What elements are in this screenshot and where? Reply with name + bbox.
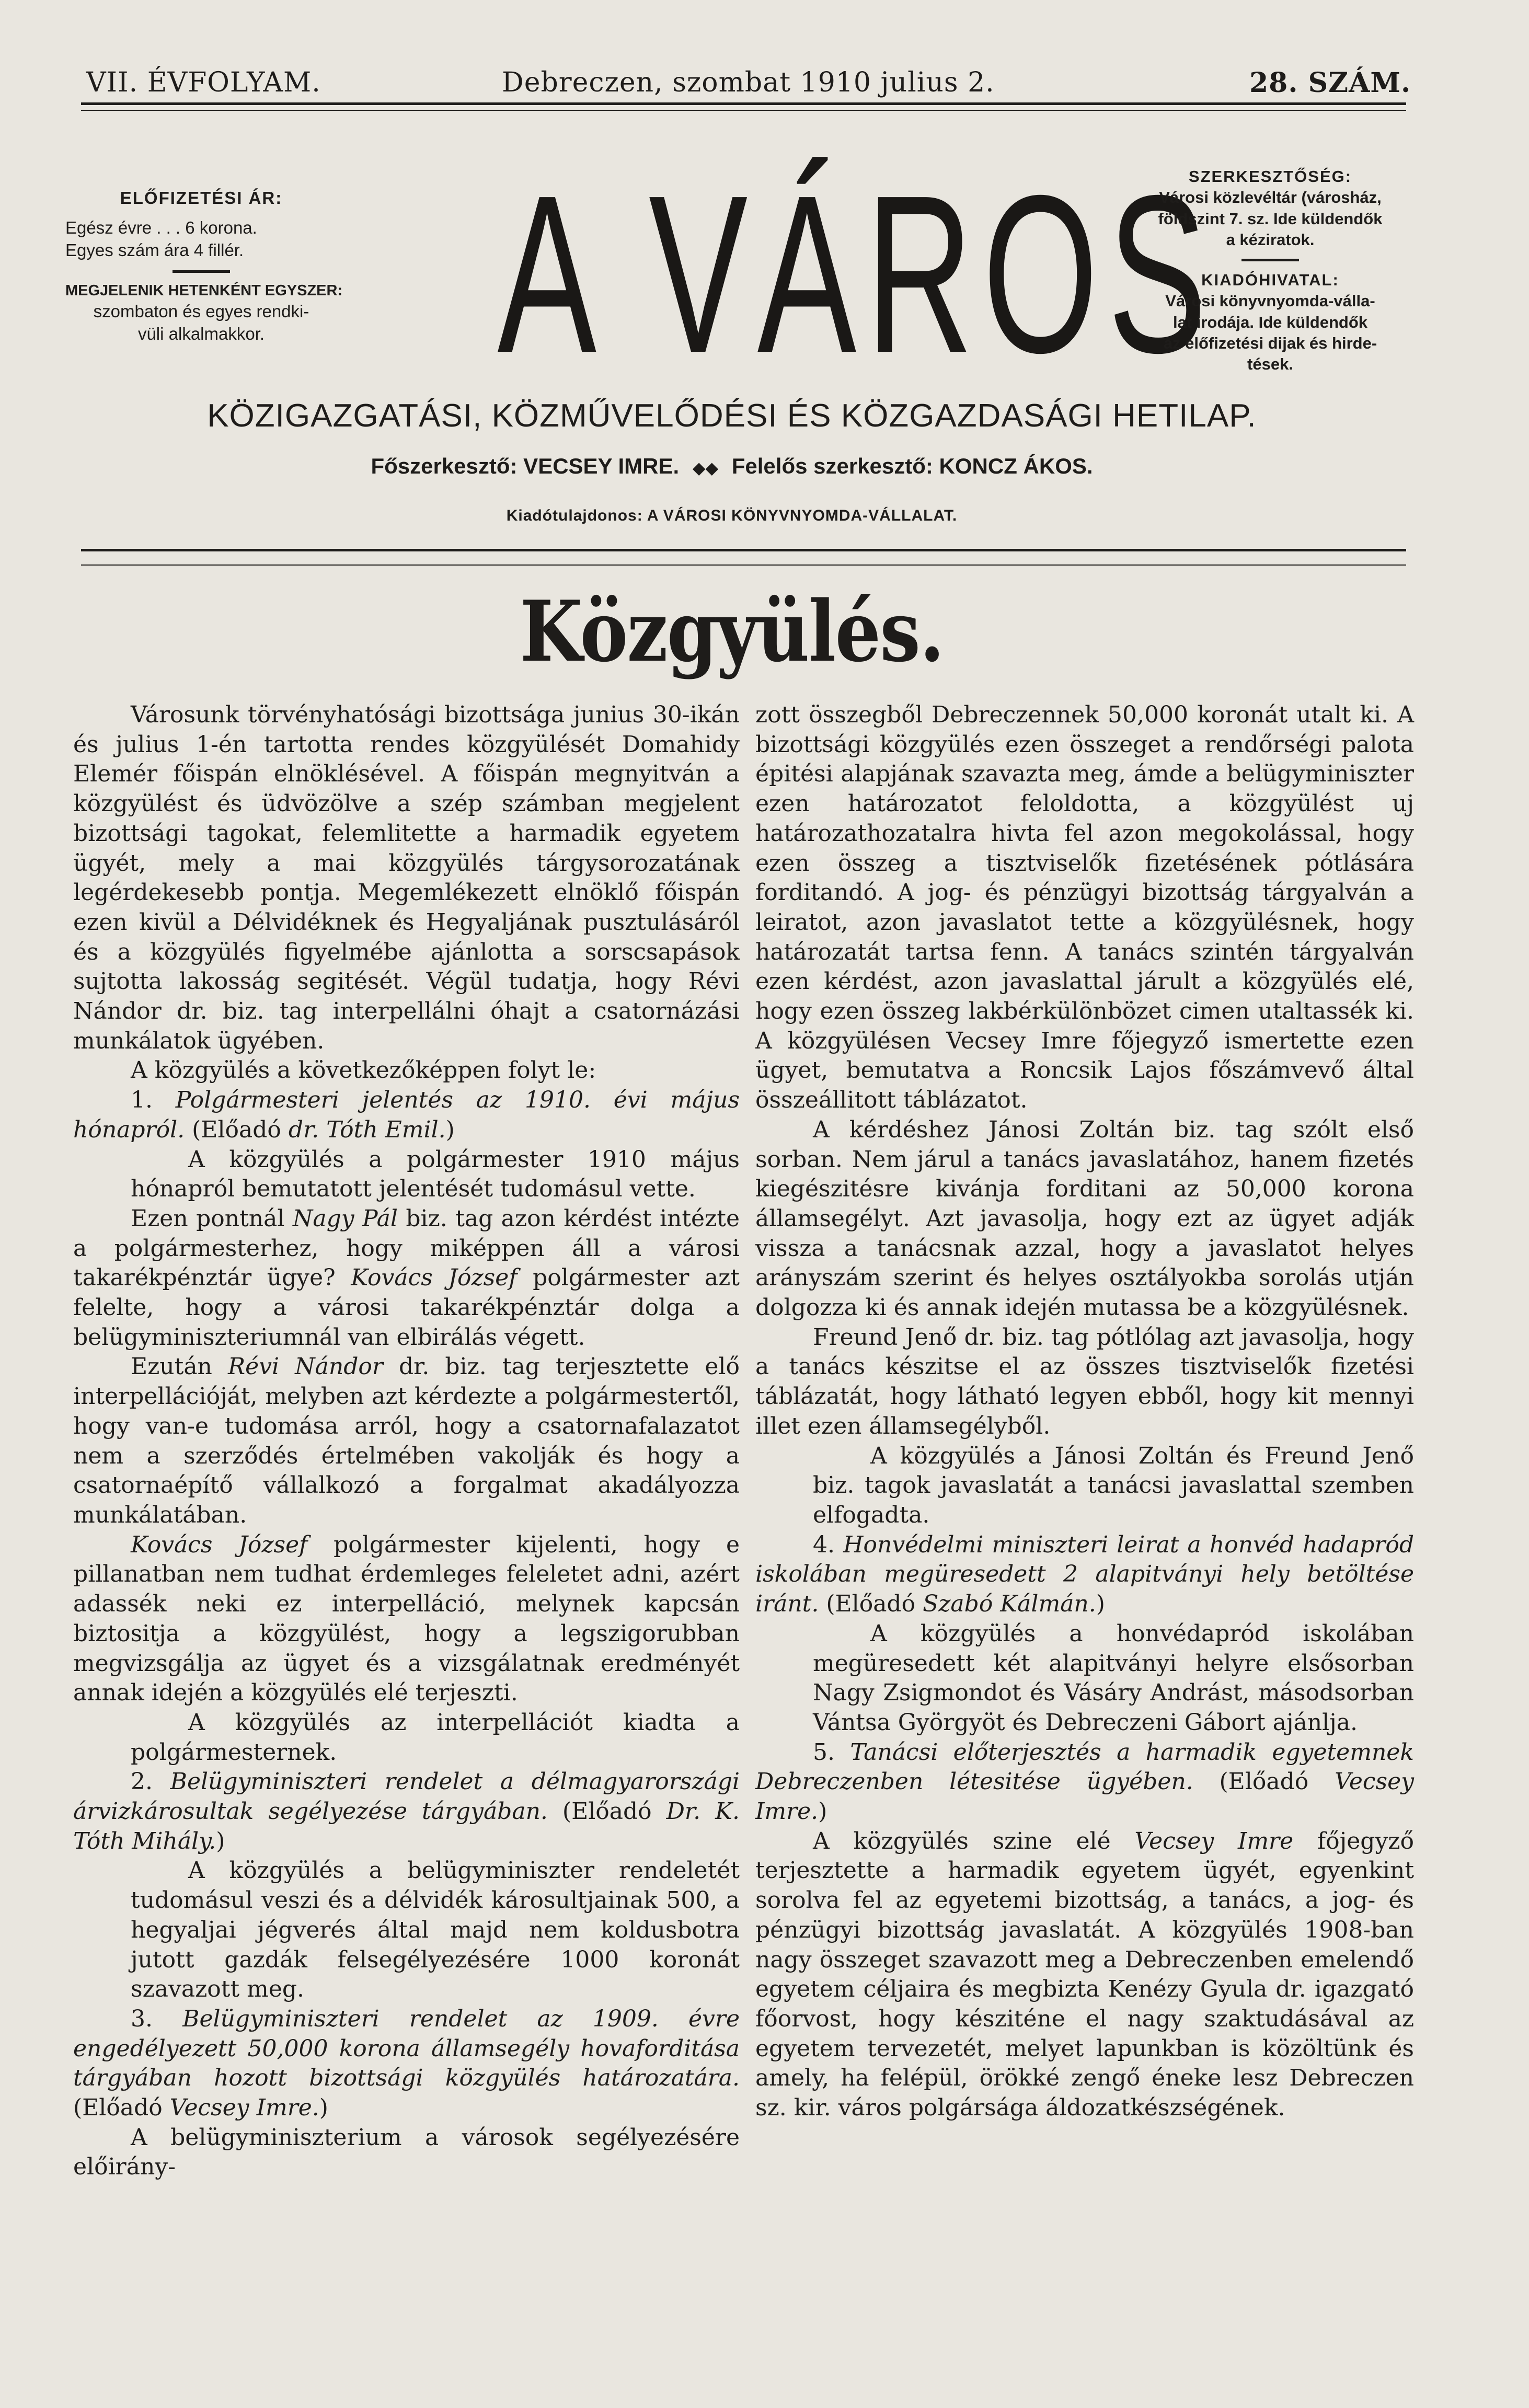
subscription-title: ELŐFIZETÉSI ÁR:	[120, 188, 283, 208]
agenda-item-3: 3. Belügyminiszteri rendelet az 1909. évre engedélyezett 50,000 korona államsegély hovaforditása tárgyában hozott bizottsági közgyülés határozatára. (Előadó Vecsey Imre.)	[73, 2005, 740, 2122]
agenda-item-5: 5. Tanácsi előterjesztés a harmadik egyetemnek Debreczenben létesitése ügyében. (Előadó Vecsey Imre.)	[755, 1738, 1414, 1825]
publisher-line-2: lat irodája. Ide küldendők	[1172, 313, 1368, 331]
right-paragraph-1: zott összegből Debreczennek 50,000 koronát utalt ki. A bizottsági közgyülés ezen összeget a rendőrségi palota épitési alapjának szavazta meg, ámde a belügyminiszter ezen határozatot feloldotta, a közgyülést uj határozathozatalra hivta fel azon megokolással, hogy ezen összeg a tisztviselők fizetésének pótlására forditandó. A jog- és pénzügyi bizottság tárgyalván a leiratot, azon javaslatot tette a közgyülésnek, hogy határozatát tartsa fenn. A tanács szintén tárgyalván ezen kérdést, azon javaslattal járult a közgyülés elé, hogy ezen összeg lakbérkülönbözet cimen utaltassék ki. A közgyülésen Vecsey Imre főjegyző ismertette ezen ügyet, bemutatva a Roncsik Lajos főszámvevő által összeállitott táblázatot.	[755, 701, 1414, 1114]
article-left-column	[73, 700, 740, 2182]
subscription-separator	[173, 270, 230, 273]
masthead-title: A VÁROS	[497, 149, 1217, 400]
appears-line-1: szombaton és egyes rendki-	[93, 302, 309, 321]
left-paragraph-4: Ezután Révi Nándor dr. biz. tag terjesztette elő interpellációját, melyben azt kérdezte a polgármestertől, hogy van-e tudomása arról, hogy a csatornafalazatot nem a szerződés értelmében vakolják és hogy a csatornaépítő vállalkozó a forgalmat akadályozza munkálatában.	[73, 1353, 740, 1528]
agenda-item-4: 4. Honvédelmi miniszteri leirat a honvéd hadapród iskolában megüresedett 2 alapitványi hely betöltése iránt. (Előadó Szabó Kálmán.)	[755, 1531, 1414, 1618]
owner-line: Kiadótulajdonos: A VÁROSI KÖNYVNYOMDA-VÁLLALAT.	[506, 507, 958, 524]
agenda-item-3-body: A belügyminiszterium a városok segélyezésére előirány-	[73, 2124, 740, 2181]
agenda-item-4-title: Honvédelmi miniszteri leirat a honvéd hadapród iskolában megüresedett 2 alapitványi hely betöltése iránt.	[755, 1531, 1414, 1618]
header-rule	[81, 102, 1406, 105]
agenda-item-2-body: A közgyülés a belügyminiszter rendeletét tudomásul veszi és a délvidék károsultjainak 500, a hegyaljai jégverés által majd nem koldusbotra jutott gazdák felsegélyezésére 1000 koronát szavazott meg.	[131, 1857, 740, 2003]
right-paragraph-5: A közgyülés szine elé Vecsey Imre főjegyző terjesztette a harmadik egyetem ügyét, egyenkint sorolva fel az egyetemi bizottság, a tanács, a jog- és pénzügyi bizottság javaslatát. A közgyülés 1908-ban nagy összeget szavazott meg a Debreczenben emelendő egyetem céljaira és megbizta Kenézy Gyula dr. igazgató főorvost, hogy késziténe el nagy szaktudásával az egyetem tervezetét, melyet lapunkban is közöltünk és amely, ha felépül, örökké zengő éneke lesz Debreczen sz. kir. város polgársága áldozatkészségének.	[755, 1827, 1414, 2122]
masthead-rule-thin	[81, 564, 1406, 566]
agenda-item-1-speaker: dr. Tóth Emil.	[288, 1116, 446, 1143]
publisher-line-1: Városi könyvnyomda-válla-	[1165, 292, 1375, 310]
issue-number: 28. SZÁM.	[1249, 67, 1411, 99]
diamond-separator-icon: ◆◆	[692, 458, 719, 477]
editors-line	[52, 454, 1411, 479]
masthead-rule	[81, 549, 1406, 551]
agenda-item-2-speaker: Dr. K. Tóth Mihály.	[73, 1798, 740, 1854]
right-paragraph-4: A közgyülés a Jánosi Zoltán és Freund Jenő biz. tagok javaslatát a tanácsi javaslattal szemben elfogadta.	[813, 1442, 1414, 1528]
volume-label: VII. ÉVFOLYAM.	[86, 67, 321, 98]
editorial-separator	[1241, 259, 1299, 261]
right-paragraph-3: Freund Jenő dr. biz. tag pótlólag azt javasolja, hogy a tanács készitse el az összes tisztviselők fizetési táblázatát, hogy látható legyen ebből, hogy kit mennyi illet ezen államsegélyből.	[755, 1323, 1414, 1439]
subscription-line-1: Egész évre . . . 6 korona.	[65, 217, 257, 237]
agenda-item-4-speaker: Szabó Kálmán.	[923, 1591, 1096, 1618]
agenda-item-3-title: Belügyminiszteri rendelet az 1909. évre engedélyezett 50,000 korona államsegély hovaforditása tárgyában hozott bizottsági közgyülés határozatára.	[73, 2005, 740, 2092]
agenda-item-2: 2. Belügyminiszteri rendelet a délmagyarországi árvizkárosultak segélyezése tárgyában. (Előadó Dr. K. Tóth Mihály.)	[73, 1768, 740, 1854]
right-paragraph-2: A kérdéshez Jánosi Zoltán biz. tag szólt első sorban. Nem járul a tanács javaslatához, hanem fizetés kiegészitésre kivánja forditani az 50,000 korona államsegélyt. Azt javasolja, hogy ezt az ügyet adják vissza a tanácsnak azzal, hogy a javaslatot helyes arányszám szerint és helyes osztályokba sorolás utján dolgozza ki és annak idején mutassa be a közgyülésnek.	[755, 1116, 1414, 1321]
left-paragraph-6: A közgyülés az interpellációt kiadta a polgármesternek.	[131, 1709, 740, 1766]
publisher-title: KIADÓHIVATAL:	[1201, 271, 1339, 290]
publisher-line-4: tések.	[1247, 355, 1293, 374]
left-paragraph-3: Ezen pontnál Nagy Pál biz. tag azon kérdést intézte a polgármesterhez, hogy miképpen áll a városi takarékpénztár ügye? Kovács József polgármester azt felelte, hogy a városi takarékpénztár dolga a belügyminiszteriumnál van elbirálás végett.	[73, 1205, 740, 1351]
editorial-line-2: földszint 7. sz. Ide küldendők	[1158, 209, 1383, 228]
dateline: Debreczen, szombat 1910 julius 2.	[502, 67, 995, 98]
agenda-item-1-body: A közgyülés a polgármester 1910 május hónapról bemutatott jelentését tudomásul vette.	[131, 1146, 740, 1203]
agenda-item-5-speaker: Vecsey Imre.	[755, 1768, 1414, 1825]
agenda-item-5-title: Tanácsi előterjesztés a harmadik egyetemnek Debreczenben létesitése ügyében.	[755, 1738, 1414, 1795]
left-paragraph-2: A közgyülés a következőképpen folyt le:	[131, 1057, 596, 1084]
subscription-line-2: Egyes szám ára 4 fillér.	[65, 240, 244, 260]
left-paragraph-5: Kovács József polgármester kijelenti, hogy e pillanatban nem tudhat érdemleges feleletet adni, azért adassék neki ez interpelláció, melynek kapcsán biztositja a közgyülést, hogy a legszigorubban megvizsgálja az ügyet és a vizsgálatnak eredményét annak idején a közgyülés elé terjeszti.	[73, 1531, 740, 1707]
agenda-item-2-title: Belügyminiszteri rendelet a délmagyarországi árvizkárosultak segélyezése tárgyában.	[73, 1768, 740, 1825]
appears-title: MEGJELENIK HETENKÉNT EGYSZER:	[65, 282, 343, 299]
agenda-item-4-body: A közgyülés a honvédapród iskolában megüresedett két alapitványi helyre elsősorban Nagy Zsigmondot és Vásáry Andrást, másodsorban Vántsa Györgyöt és Debreczeni Gábort ajánlja.	[813, 1620, 1414, 1736]
agenda-item-1-title: Polgármesteri jelentés az 1910. évi május hónapról.	[73, 1087, 740, 1143]
left-paragraph-1: Városunk törvényhatósági bizottsága junius 30-ikán és julius 1-én tartotta rendes közgyülését Domahidy Elemér főispán elnöklésével. A főispán megnyitván a közgyülést és üdvözölve a szép számban megjelent bizottsági tagokat, felemlitette a harmadik egyetem ügyét, mely a mai közgyülés tárgysorozatának legérdekesebb pontja. Megemlékezett elnöklő főispán ezen kivül a Délvidéknek és Hegyaljának pusztulásáról és a közgyülés figyelmébe ajánlotta a sorscsapások sujtotta lakosság segitését. Végül tudatja, hogy Révi Nándor dr. biz. tag interpellálni óhajt a csatornázási munkálatok ügyében.	[73, 701, 740, 1054]
agenda-item-1: 1. Polgármesteri jelentés az 1910. évi május hónapról. (Előadó dr. Tóth Emil.)	[73, 1087, 740, 1143]
subscription-box	[65, 187, 343, 345]
editorial-line-1: Városi közlevéltár (városház,	[1159, 188, 1382, 207]
article-headline: Közgyülés.	[520, 582, 944, 681]
chief-editor: Főszerkesztő: VECSEY IMRE.	[371, 454, 680, 478]
header-rule-thin	[81, 110, 1406, 111]
responsible-editor: Felelős szerkesztő: KONCZ ÁKOS.	[731, 454, 1093, 478]
appears-line-2: vüli alkalmakkor.	[137, 324, 265, 344]
subtitle: KÖZIGAZGATÁSI, KÖZMŰVELŐDÉSI ÉS KÖZGAZDASÁGI HETILAP.	[207, 398, 1257, 434]
editorial-title: SZERKESZTŐSÉG:	[1188, 167, 1352, 186]
article-right-column	[755, 700, 1414, 2123]
editorial-line-3: a kéziratok.	[1226, 230, 1315, 249]
agenda-item-3-speaker: Vecsey Imre.	[169, 2094, 319, 2122]
publisher-line-3: az előfizetési dijak és hirde-	[1163, 334, 1377, 353]
editorial-box	[1124, 166, 1417, 375]
